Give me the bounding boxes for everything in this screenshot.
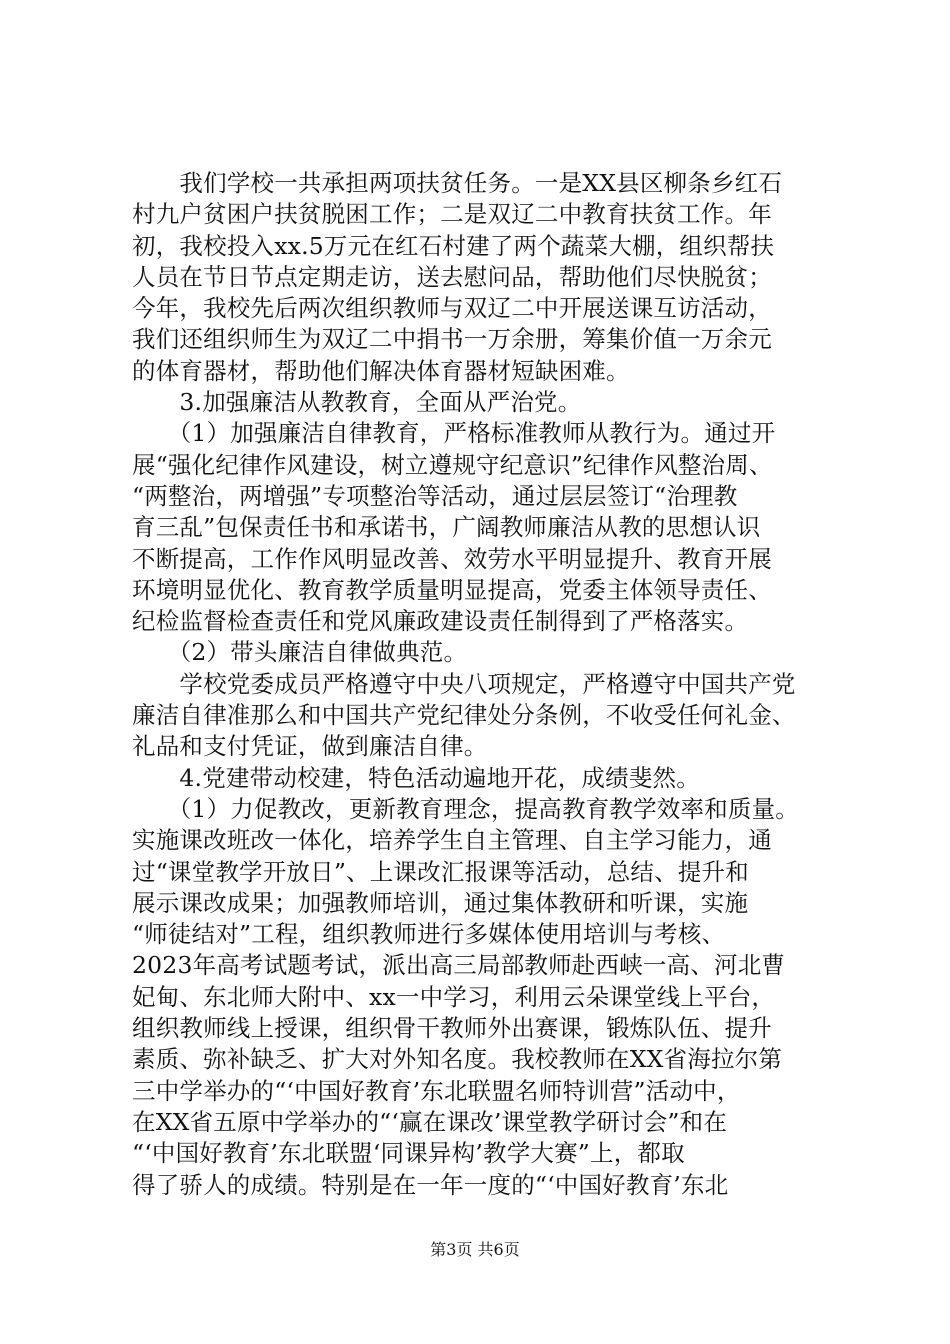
text-line: 村九户贫困户扶贫脱困工作；二是双辽二中教育扶贫工作。年 — [132, 200, 772, 229]
text-line: （1）加强廉洁自律教育，严格标准教师从教行为。通过开 — [132, 419, 776, 448]
text-line: 得了骄人的成绩。特别是在一年一度的“‘中国好教育’东北 — [132, 1170, 729, 1199]
text-line: 4.党建带动校建，特色活动遍地开花，成绩斐然。 — [132, 763, 700, 792]
text-line: 初，我校投入xx.5万元在红石村建了两个蔬菜大棚，组织帮扶 — [132, 231, 775, 260]
text-line: 我们还组织师生为双辽二中捐书一万余册，筹集价值一万余元 — [132, 325, 772, 354]
document-body — [132, 168, 832, 1201]
text-line: 学校党委成员严格遵守中央八项规定，严格遵守中国共产党 — [132, 669, 796, 698]
text-line: “两整治，两增强”专项整治等活动，通过层层签订“治理教 — [132, 481, 738, 510]
text-line: 纪检监督检查责任和党风廉政建设责任制得到了严格落实。 — [132, 607, 749, 636]
text-line: 育三乱”包保责任书和承诺书，广阔教师廉洁从教的思想认识 — [132, 513, 761, 542]
text-line: 实施课改班改一体化，培养学生自主管理、自主学习能力，通 — [132, 826, 772, 855]
text-line: 今年，我校先后两次组织教师与双辽二中开展送课互访活动， — [132, 294, 772, 323]
page-footer: 第3页 共6页 — [430, 1240, 520, 1259]
text-line: 展“强化纪律作风建设，树立遵规守纪意识”纪律作风整治周、 — [132, 450, 773, 479]
text-line: 素质、弥补缺乏、扩大对外知名度。我校教师在XX省海拉尔第 — [132, 1045, 783, 1074]
text-line: 环境明显优化、教育教学质量明显提高，党委主体领导责任、 — [132, 575, 772, 604]
text-line: 过“课堂教学开放日”、上课改汇报课等活动，总结、提升和 — [132, 857, 749, 886]
text-line: （2）带头廉洁自律做典范。 — [132, 638, 468, 667]
text-line: 2023年高考试题考试，派出高三局部教师赴西峡一高、河北曹 — [132, 951, 786, 980]
text-line: “师徒结对”工程，组织教师进行多媒体使用培训与考核、 — [132, 920, 726, 949]
text-line: 不断提高，工作作风明显改善、效劳水平明显提升、教育开展 — [132, 544, 772, 573]
text-line: 礼品和支付凭证，做到廉洁自律。 — [132, 732, 488, 761]
text-line: 我们学校一共承担两项扶贫任务。一是XX县区柳条乡红石 — [132, 169, 783, 197]
text-line: 的体育器材，帮助他们解决体育器材短缺困难。 — [132, 356, 630, 385]
text-line: 人员在节日节点定期走访，送去慰问品，帮助他们尽快脱贫； — [132, 262, 772, 291]
text-line: （1）力促教改，更新教育理念，提高教育教学效率和质量。 — [132, 794, 800, 823]
text-line: 妃甸、东北师大附中、xx一中学习，利用云朵课堂线上平台， — [132, 982, 776, 1011]
text-line: 3.加强廉洁从教教育，全面从严治党。 — [132, 388, 582, 417]
text-line: 三中学举办的“‘中国好教育’东北联盟名师特训营”活动中， — [132, 1076, 741, 1105]
text-line: 组织教师线上授课，组织骨干教师外出赛课，锻炼队伍、提升 — [132, 1014, 772, 1043]
text-line: 廉洁自律准那么和中国共产党纪律处分条例，不收受任何礼金、 — [132, 701, 796, 730]
text-line: 展示课改成果；加强教师培训，通过集体教研和听课，实施 — [132, 888, 749, 917]
text-line: “‘中国好教育’东北联盟‘同课异构’教学大赛”上，都取 — [132, 1139, 685, 1168]
text-line: 在XX省五原中学举办的“‘赢在课改’课堂教学研讨会”和在 — [132, 1107, 728, 1136]
